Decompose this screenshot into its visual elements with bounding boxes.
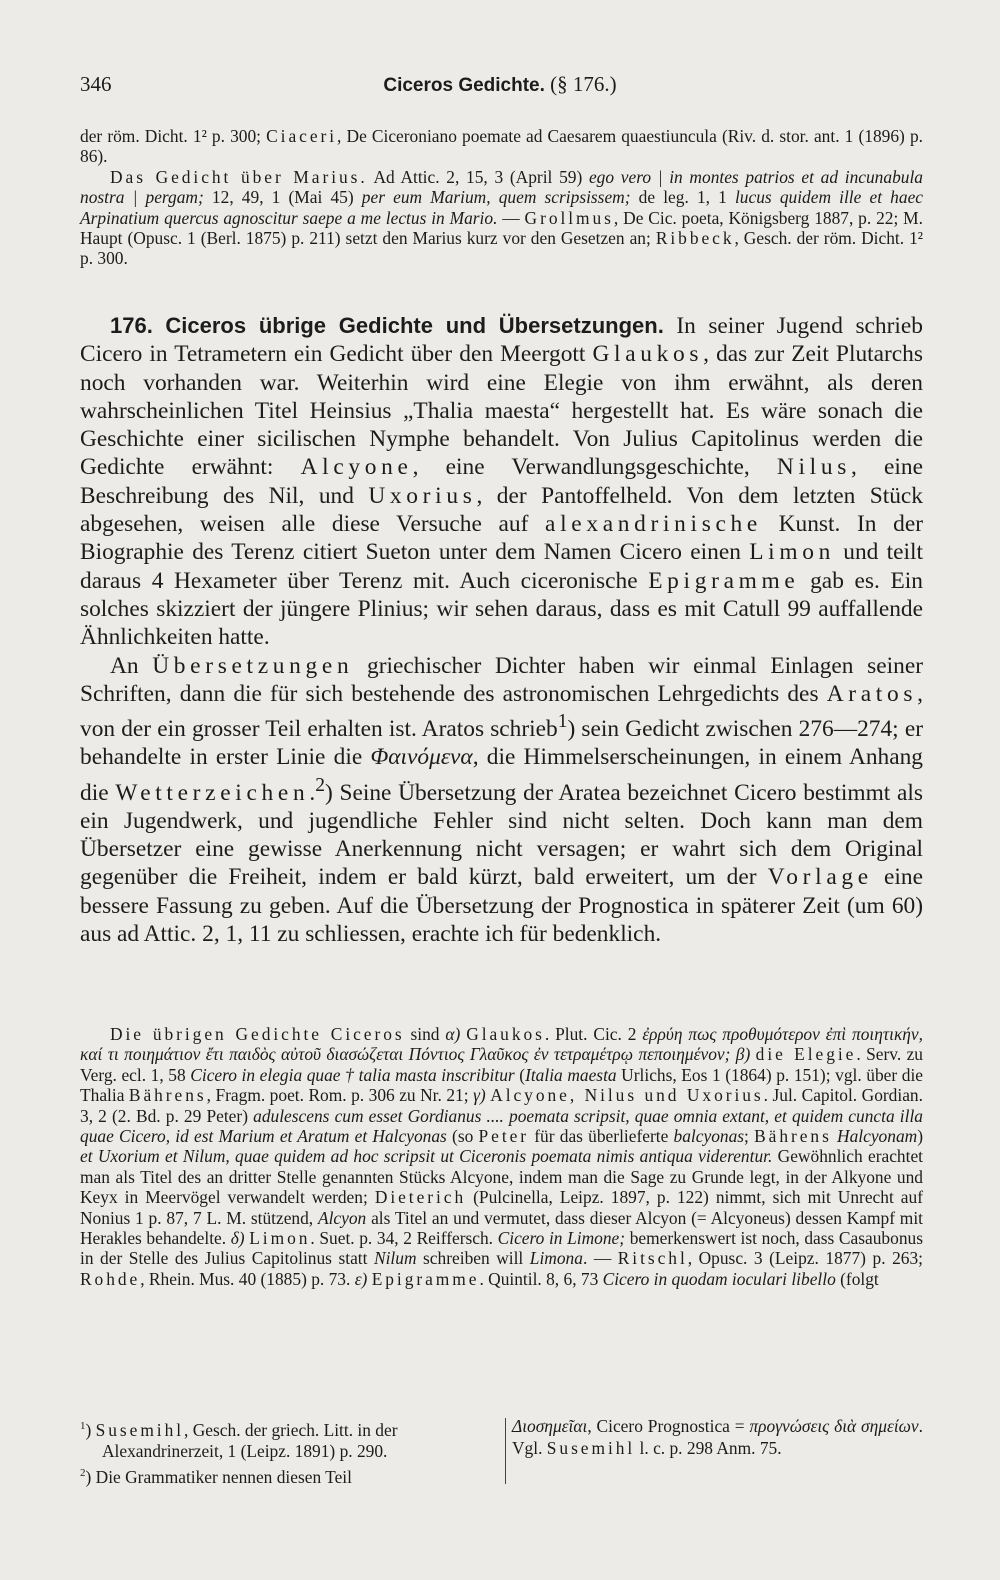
notes-paragraph-marius: Das Gedicht über Marius. Ad Attic. 2, 15, 3 (April 59) ego vero | in montes patrios et ad incunabula nostra | pergam; 12, 49, 1 (Mai 45) per eum Marium, quem scripsissem; de leg. 1, 1 lucus quidem ille et haec Arpinatium quercus agnoscitur saepe a me lectus in Mario. — Grollmus, De Cic. poeta, Königsberg 1887, p. 22; M. Haupt (Opusc. 1 (Berl. 1875) p. 211) setzt den Marius kurz vor den Gesetzen an; Ribbeck, Gesch. der röm. Dicht. 1² p. 300. — [80, 166, 924, 269]
running-title-text: Ciceros Gedichte. — [383, 75, 545, 96]
notes-paragraph: Die übrigen Gedichte Ciceros sind α) Glaukos. Plut. Cic. 2 ἐρρύη πως προθυμότερον ἐπὶ ποιητικήν, καί τι ποιημάτιον ἔτι παιδὸς αὐτοῦ διασώζεται Πόντιος Γλαῦκος ἐν τετραμέτρῳ πεποιημένον; β) die Elegie. Serv. zu Verg. ecl. 1, 58 Cicero in elegia quae † talia masta inscribitur (Italia maesta Urlichs, Eos 1 (1864) p. 151); vgl. über die Thalia Bährens, Fragm. poet. Rom. p. 306 zu Nr. 21; γ) Alcyone, Nilus und Uxorius. Jul. Capitol. Gordian. 3, 2 (2. Bd. p. 29 Peter) adulescens cum esset Gordianus .... poemata scripsit, quae omnia extant, et quidem cuncta illa quae Cicero, id est Marium et Aratum et Halcyonas (so Peter für das überlieferte balcyonas; Bährens Halcyonam) et Uxorium et Nilum, quae quidem ad hoc scripsit ut Ciceronis poemata nimis antiqua viderentur. Gewöhnlich erachtet man als Titel des an dritter Stelle genannten Stücks Alcyone, indem man die Sage zu Grunde legt, in der Alkyone und Keyx in Meervögel verwandelt werden; Dieterich (Pulcinella, Leipz. 1897, p. 122) nimmt, sich mit Unrecht auf Nonius 1 p. 87, 7 L. M. stützend, Alcyon als Titel an und vermutet, dass dieser Alcyon (= Alcyoneus) dessen Kampf mit Herakles behandelte. δ) Limon. Suet. p. 34, 2 Reiffersch. Cicero in Limone; bemerkenswert ist noch, dass Casaubonus in der Stelle des Julius Capitolinus statt Nilum schreiben will Limona. — Ritschl, Opusc. 3 (Leipz. 1877) p. 263; Rohde, Rhein. Mus. 40 (1885) p. 73. ε) Epigramme. Quintil. 8, 6, 73 Cicero in quodam ioculari libello (folgt — [80, 1024, 924, 1289]
footnote-ref-1: 1 — [557, 711, 568, 733]
notes-heading: Das Gedicht über Marius. — [110, 166, 368, 187]
footnote-2: $^2$) Die Grammatiker nennen diesen Teil — [80, 1466, 352, 1487]
footnotes-right-column: Διοσημεῖαι, Cicero Prognostica = προγνώσεις διὰ σημείων. Vgl. Susemihl l. c. p. 298 Anm. 75. — [512, 1416, 924, 1458]
preceding-notes — [80, 126, 923, 269]
main-text — [80, 312, 923, 948]
footnote-ref-2: 2 — [315, 774, 325, 796]
greek-term: Διοσημεῖαι — [512, 1416, 588, 1436]
running-header — [80, 72, 920, 102]
greek-quote: ἐρρύη πως προθυμότερον ἐπὶ ποιητικήν, καί τι ποιημάτιον ἔτι παιδὸς αὐτοῦ διασώζεται Πόντιος Γλαῦκος ἐν τετραμέτρῳ πεποιημένον; — [80, 1024, 923, 1065]
section-notes — [80, 1024, 923, 1289]
footnotes — [80, 1416, 923, 1486]
footnote-1: $^1$) Susemihl, Gesch. der griech. Litt. in der Alexandrinerzeit, 1 (Leipz. 1891) p. 290. — [80, 1419, 398, 1462]
footnotes-left-column — [80, 1416, 498, 1488]
section-number: 176. — [110, 313, 153, 338]
greek-term: προγνώσεις διὰ σημείων — [749, 1416, 919, 1436]
main-paragraph-1: 176. Ciceros übrige Gedichte und Übersetzungen. In seiner Jugend schrieb Cicero in Tetrametern ein Gedicht über den Meergott Glaukos, das zur Zeit Plutarchs noch vorhanden war. Weiterhin wird eine Elegie von ihm erwähnt, als deren wahrscheinlichen Titel Heinsius „Thalia maesta“ hergestellt hat. Es wäre sonach die Geschichte einer sicilischen Nymphe behandelt. Von Julius Capitolinus werden die Gedichte erwähnt: Alcyone, eine Verwandlungsgeschichte, Nilus, eine Beschreibung des Nil, und Uxorius, der Pantoffelheld. Von dem letzten Stück abgesehen, weisen alle diese Versuche auf alexandrinische Kunst. In der Biographie des Terenz citiert Sueton unter dem Namen Cicero einen Limon und teilt daraus 4 Hexameter über Terenz mit. Auch ciceronische Epigramme gab es. Ein solches skizziert der jüngere Plinius; wir sehen daraus, dass es mit Catull 99 auffallende Ähnlichkeiten hatte. — [80, 313, 923, 651]
section-title: Ciceros übrige Gedichte und Übersetzungen. — [165, 313, 664, 338]
page-number: 346 — [80, 72, 112, 96]
column-divider — [505, 1418, 506, 1484]
author-name: Ribbeck — [655, 228, 735, 249]
author-name: Grollmus — [524, 207, 614, 228]
section-reference: (§ 176.) — [550, 72, 617, 96]
main-paragraph-2: An Übersetzungen griechischer Dichter haben wir einmal Einlagen seiner Schriften, dann die für sich bestehende des astronomischen Lehrgedichts des Aratos, von der ein grosser Teil erhalten ist. Aratos schrieb$^1$) sein Gedicht zwischen 276—274; er behandelte in erster Linie die Φαινόμενα, die Himmelserscheinungen, in einem Anhang die Wetterzeichen.$^2$) Seine Übersetzung der Aratea bezeichnet Cicero bestimmt als ein Jugendwerk, und jugendliche Fehler sind nicht selten. Doch kann man dem Übersetzer eine gewisse Anerkennung nicht versagen; er wahrt sich dem Original gegenüber die Freiheit, indem er bald kürzt, bald erweitert, um der Vorlage eine bessere Fassung zu geben. Auf die Übersetzung der Prognostica in späterer Zeit (um 60) aus ad Attic. 2, 1, 11 zu schliessen, erachte ich für bedenklich. — [80, 652, 923, 947]
greek-term: Φαινόμενα — [370, 744, 473, 771]
running-title — [80, 72, 920, 97]
author-name: Ciaceri — [266, 126, 338, 146]
notes-paragraph-riv: der röm. Dicht. 1² p. 300; Ciaceri, De Ciceroniano poemate ad Caesarem quaestiuncula (Riv. d. stor. ant. 1 (1896) p. 86). — [80, 126, 924, 167]
